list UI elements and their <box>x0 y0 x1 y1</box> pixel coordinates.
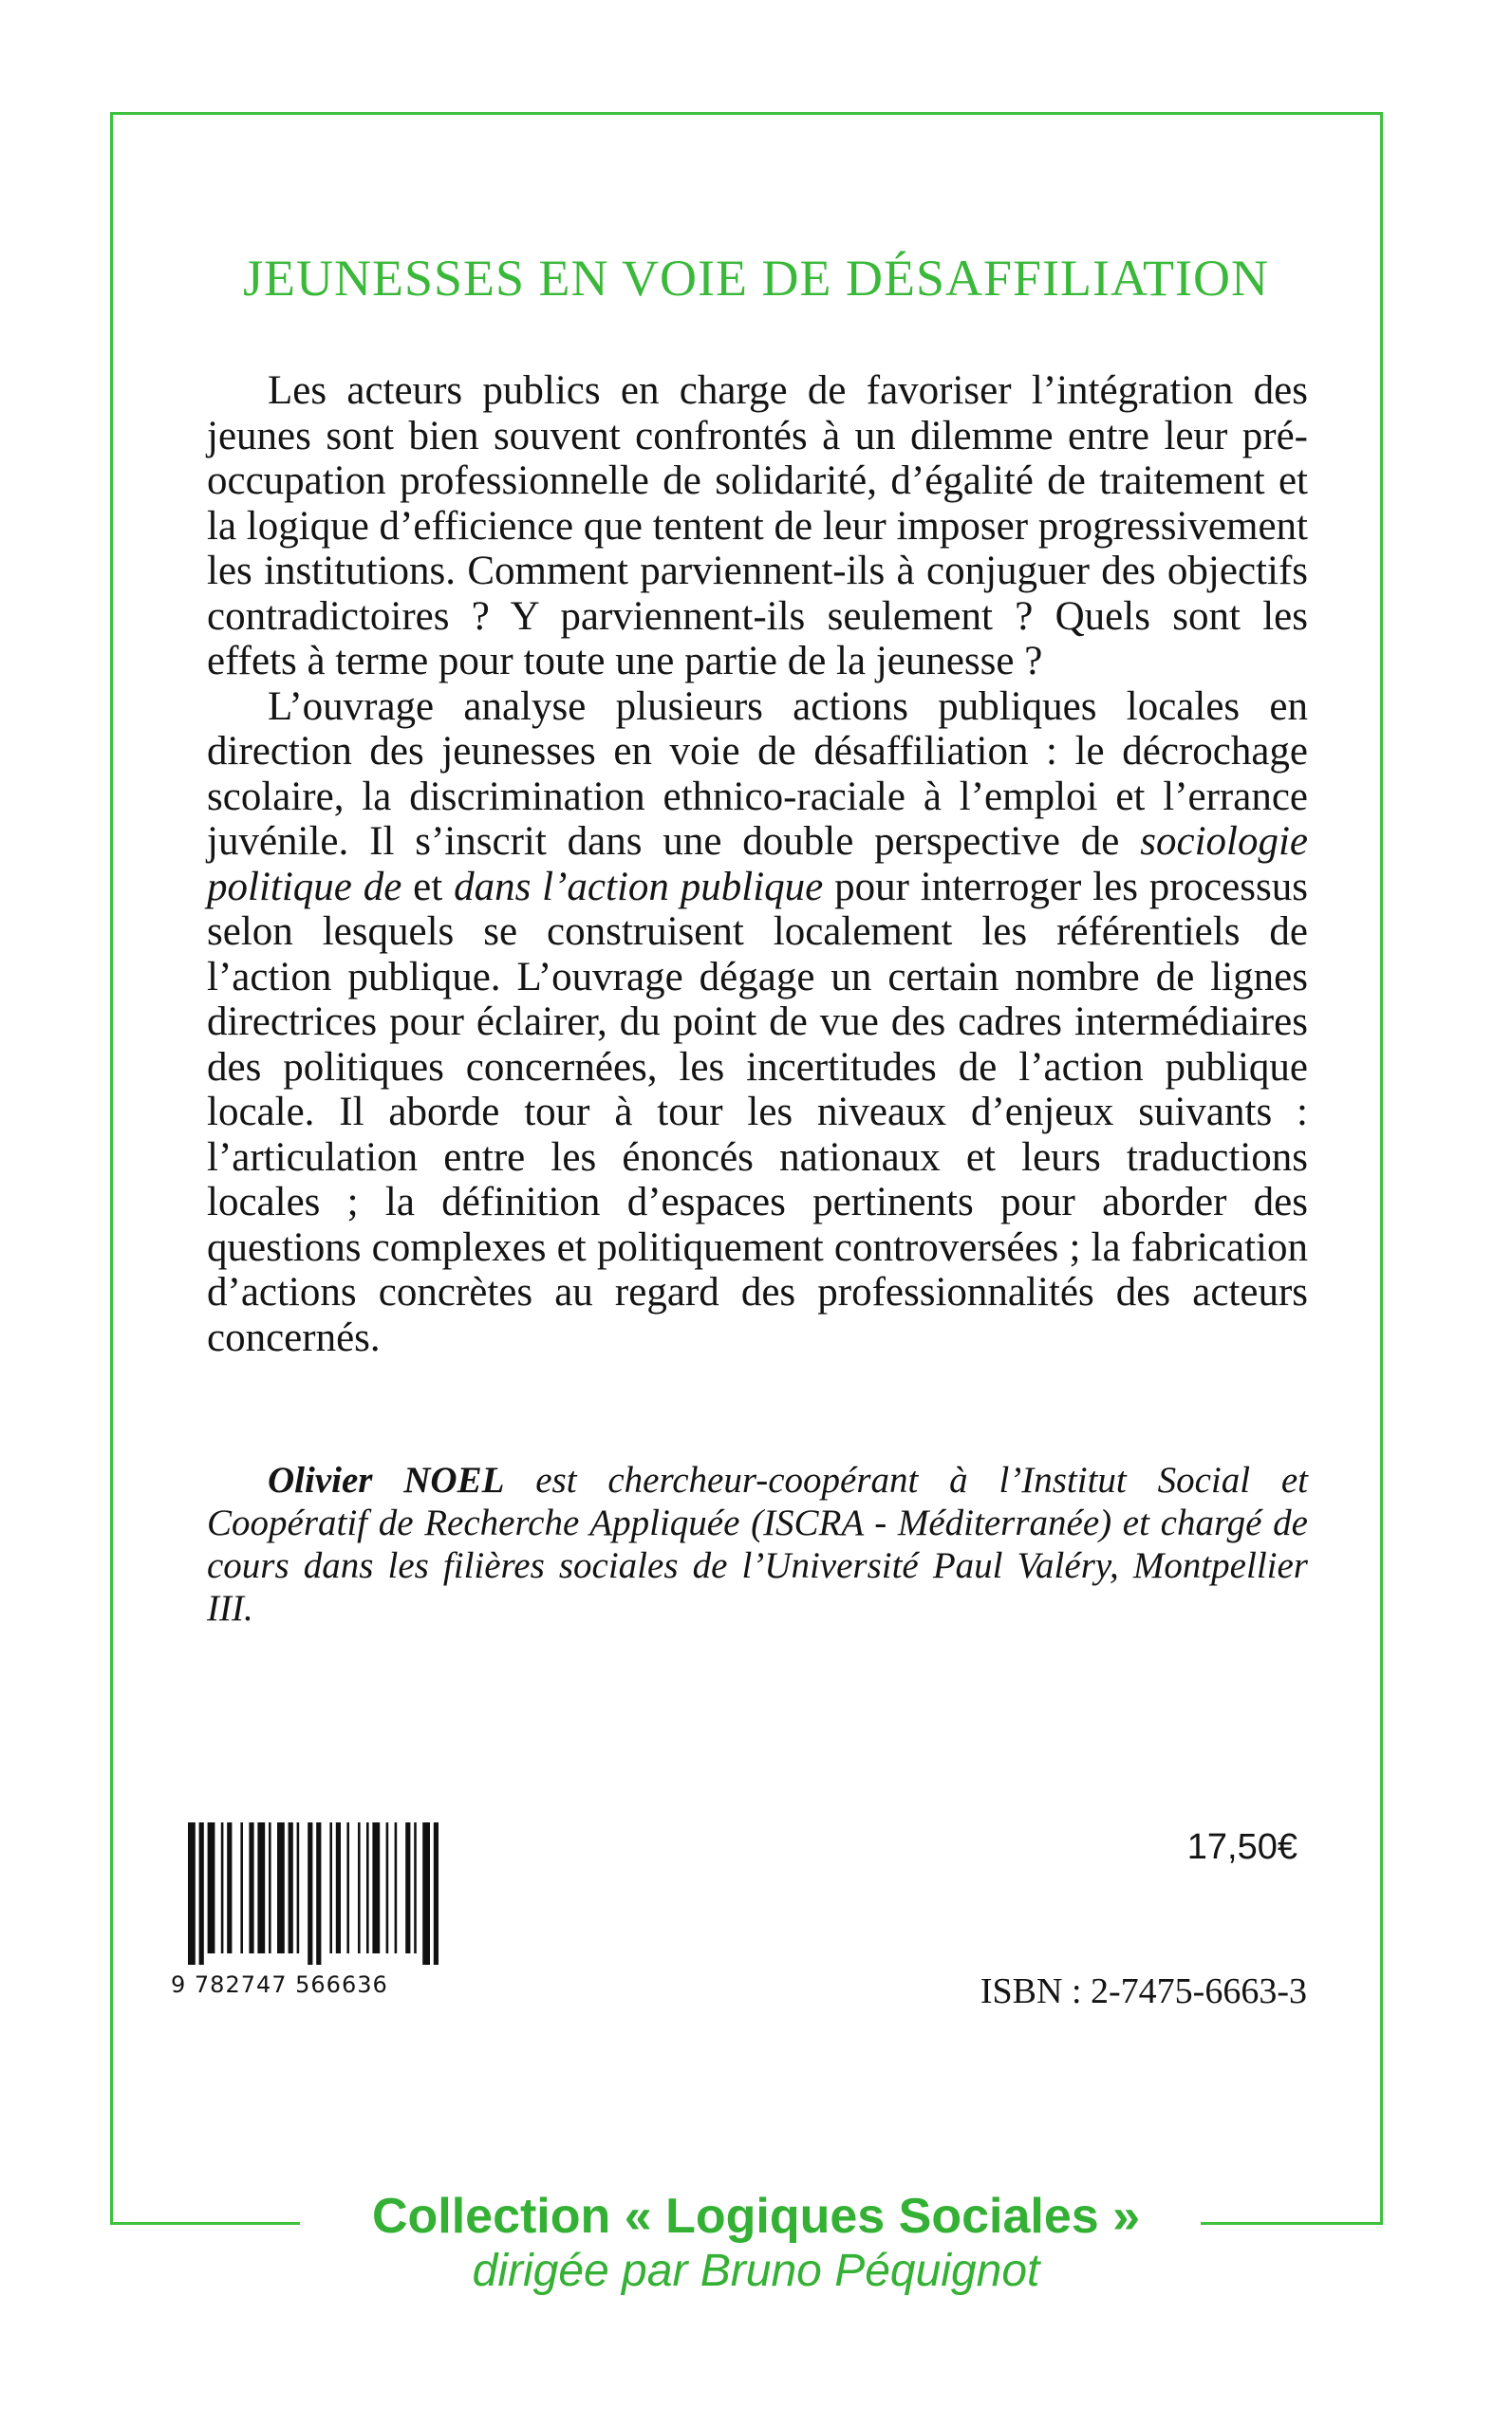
barcode-bar <box>366 1822 369 1953</box>
barcode-bar <box>277 1822 285 1953</box>
summary-text <box>207 368 1308 1360</box>
isbn: ISBN : 2-7475-6663-3 <box>980 1971 1307 2011</box>
barcode-bar <box>297 1822 300 1953</box>
paragraph-2-emphasis-1: sociologie politique de <box>207 819 1308 909</box>
barcode-bar <box>395 1822 398 1953</box>
barcode-digits: 9 782747 566636 <box>171 1971 388 1998</box>
paragraph-2-emphasis-2: dans l’action publique <box>454 864 824 909</box>
barcode-bar <box>434 1822 439 1965</box>
book-title: JEUNESSES EN VOIE DE DÉSAFFILIATION <box>242 250 1269 307</box>
barcode-bar <box>221 1822 224 1953</box>
collection-director: dirigée par Bruno Péquignot <box>472 2246 1040 2296</box>
barcode-bar <box>249 1822 253 1953</box>
author-description: est chercheur-coopérant à l’Institut Social et Coopératif de Recherche Appliquée (ISCRA - Méditerranée) et chargé de cours dans les filières sociales de l’Université Paul Valéry, Montpellier III. <box>207 1460 1308 1629</box>
barcode-bar <box>336 1822 341 1953</box>
barcode-bar <box>227 1822 232 1953</box>
barcode-bar <box>372 1822 380 1953</box>
collection-name: Collection « Logiques Sociales » <box>371 2189 1141 2244</box>
barcode-bar <box>405 1822 410 1953</box>
paragraph-2-part-a: L’ouvrage analyse plusieurs actions publiques locales en direction des jeunesses en voie de désaffiliation : le décrochage scolaire, la discrimination ethnico-raciale à l’emploi et l’errance juvénile. Il s’inscrit dans une double perspective de <box>207 683 1308 864</box>
barcode-bar <box>329 1822 332 1953</box>
barcode-bar <box>208 1822 215 1953</box>
barcode-bar <box>199 1822 204 1965</box>
paragraph-2-part-b: et <box>401 864 455 909</box>
barcode-bar <box>316 1822 321 1965</box>
author-name: Olivier NOEL <box>268 1460 505 1501</box>
barcode-bar <box>346 1822 349 1953</box>
barcode-bar <box>188 1822 196 1965</box>
barcode-bar <box>240 1822 243 1953</box>
author-bio <box>207 1459 1308 1630</box>
price: 17,50€ <box>1186 1827 1297 1867</box>
summary-paragraph-1: Les acteurs publics en charge de favoriser l’intégration des jeunes sont bien souvent confrontés à un dilemme entre leur préoccupation professionnelle de solidarité, d’égalité de traitement et la logique d’efficience que tentent de leur imposer progressivement les institutions. Comment parviennent-ils à conjuguer des objectifs contradictoires ? Y parviennent-ils seulement ? Quels sont les effets à terme pour toute une partie de la jeunesse ? <box>207 368 1308 683</box>
barcode-bar <box>422 1822 430 1965</box>
barcode-bar <box>414 1822 417 1953</box>
barcode <box>186 1822 471 1965</box>
paragraph-2-part-c: pour interroger les processus selon lesquels se construisent localement les référentiels de l’action publique. L’ouvrage dégage un certain nombre de lignes directrices pour éclairer, du point de vue des cadres intermédiaires des politiques concernées, les incertitudes de l’action publique locale. Il aborde tour à tour les niveaux d’enjeux suivants : l’articulation entre les énoncés nationaux et leurs traductions locales ; la définition d’espaces pertinents pour aborder des questions complexes et politiquement controversées ; la fabrication d’actions concrètes au regard des professionnalités des acteurs concernés. <box>207 864 1308 1360</box>
barcode-bar <box>308 1822 312 1965</box>
barcode-bar <box>358 1822 361 1953</box>
barcode-bar <box>289 1822 293 1953</box>
barcode-graphic <box>186 1822 471 1965</box>
barcode-bar <box>386 1822 389 1953</box>
barcode-bar <box>257 1822 265 1953</box>
summary-paragraph-2 <box>207 684 1308 1361</box>
barcode-bar <box>269 1822 271 1953</box>
